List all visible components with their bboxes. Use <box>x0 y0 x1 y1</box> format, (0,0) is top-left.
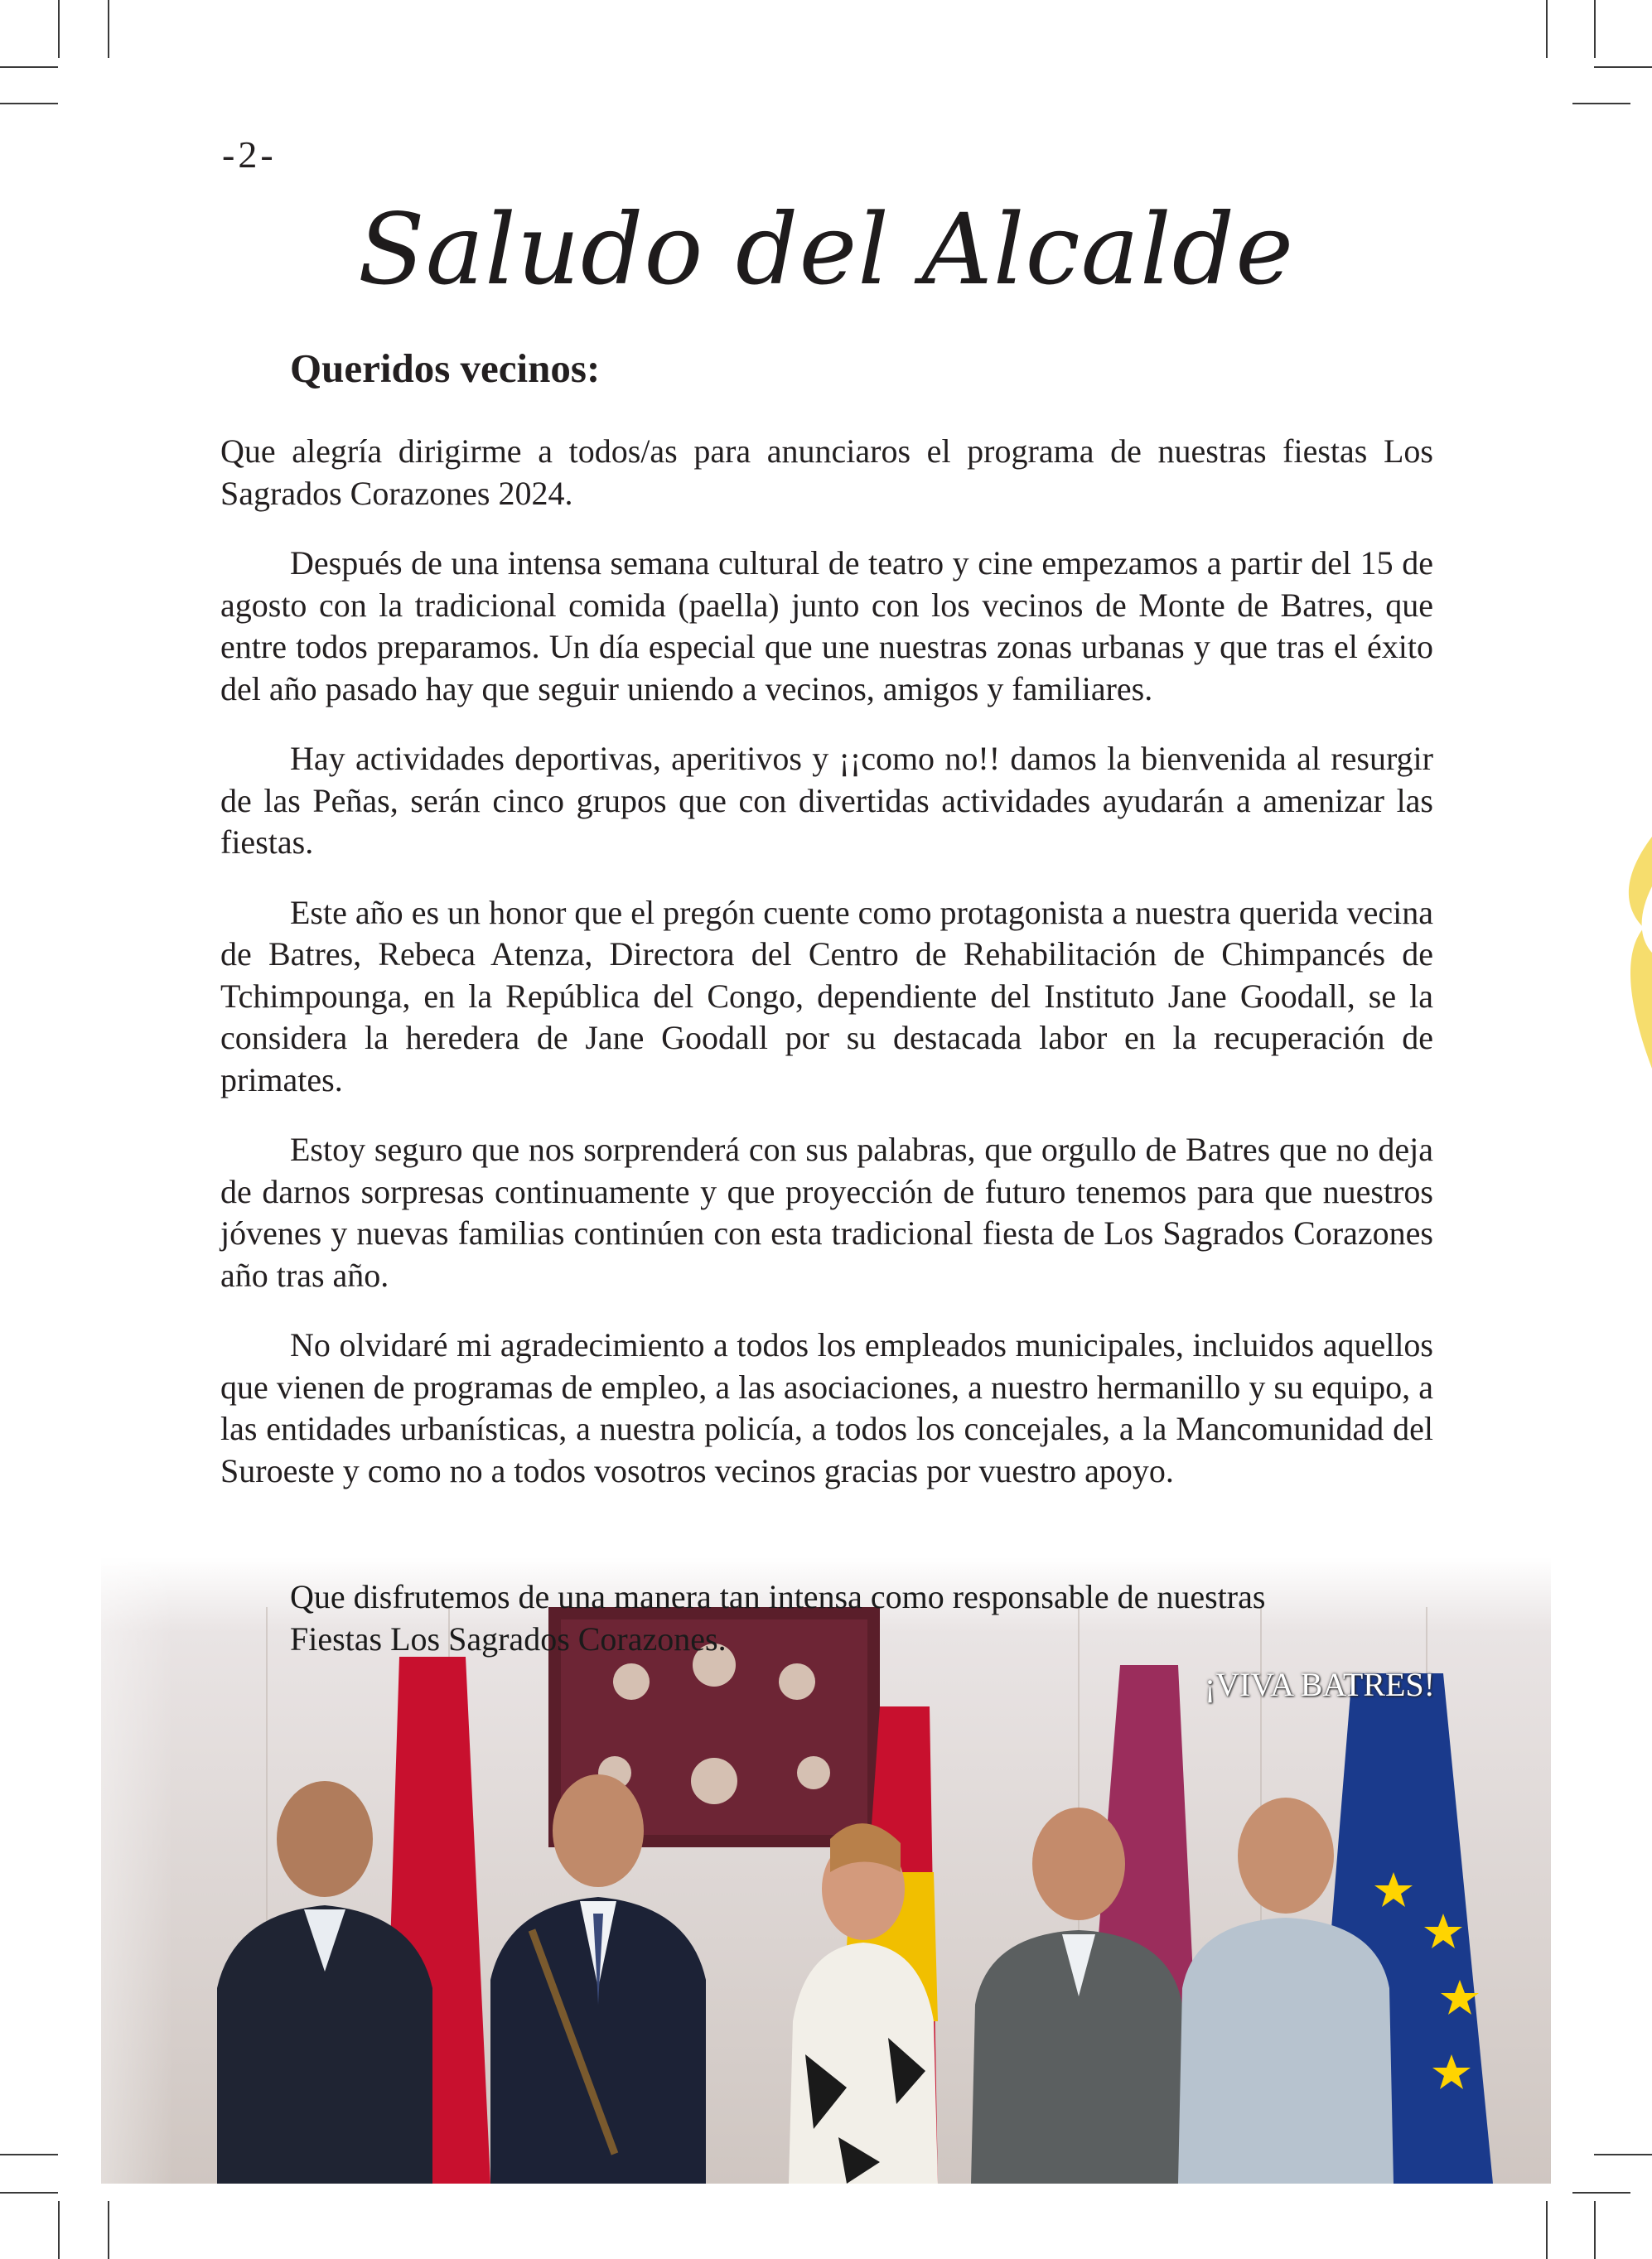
salutation: Queridos vecinos: <box>290 345 601 391</box>
crop-mark <box>0 103 58 104</box>
crop-mark <box>0 2192 58 2194</box>
crop-mark <box>108 2201 109 2259</box>
crop-mark <box>1594 2154 1652 2155</box>
paragraph: Estoy seguro que nos sorprenderá con sus palabras, que orgullo de Batres que no deja de darnos sorpresas continuamente y que proyección de futuro tenemos para que nuestros jóvenes y nuevas familias continúen con esta tradicional fiesta de Los Sagrados Corazones año tras año. <box>220 1131 1433 1294</box>
closing-line: Fiestas Los Sagrados Corazones. <box>290 1619 727 1658</box>
crop-mark <box>58 2201 60 2259</box>
paragraph: Este año es un honor que el pregón cuente como protagonista a nuestra querida vecina de Batres, Rebeca Atenza, Directora del Centro de Rehabilitación de Chimpancés de Tchimpounga, en la República del Congo, dependiente del Instituto Jane Goodall, se la considera la heredera de Jane Goodall por su destacada labor en la recuperación de primates. <box>220 893 1433 1098</box>
paragraph: Hay actividades deportivas, aperitivos y ¡¡como no!! damos la bienvenida al resurgir de las Peñas, serán cinco grupos que con divertidas actividades ayudarán a amenizar las fiestas. <box>220 740 1433 861</box>
crop-mark <box>108 0 109 58</box>
closing-line: Que disfrutemos de una manera tan intensa como responsable de nuestras <box>290 1578 1266 1615</box>
paragraph: No olvidaré mi agradecimiento a todos los empleados municipales, incluidos aquellos que vienen de programas de empleo, a las asociaciones, a nuestro hermanillo y su equipo, a las entidades urbanísticas, a nuestra policía, a todos los concejales, a la Mancomunidad del Suroeste y como no a todos vosotros vecinos gracias por vuestro apoyo. <box>220 1326 1433 1489</box>
crop-mark <box>1572 103 1630 104</box>
crop-mark <box>58 0 60 58</box>
crop-mark <box>0 2154 58 2155</box>
crop-mark <box>1594 66 1652 68</box>
crop-mark <box>1594 2201 1596 2259</box>
crop-mark <box>0 66 58 68</box>
closing-text <box>220 1576 1433 1660</box>
crop-mark <box>1546 2201 1548 2259</box>
paragraph: Que alegría dirigirme a todos/as para anunciaros el programa de nuestras fiestas Los Sagrados Corazones 2024. <box>220 432 1433 512</box>
crop-mark <box>1546 0 1548 58</box>
paragraph: Después de una intensa semana cultural de teatro y cine empezamos a partir del 15 de agosto con la tradicional comida (paella) junto con los vecinos de Monte de Batres, que entre todos preparamos. Un día especial que une nuestras zonas urbanas y que tras el éxito del año pasado hay que seguir uniendo a vecinos, amigos y familiares. <box>220 544 1433 707</box>
crop-mark <box>1572 2192 1630 2194</box>
viva-batres: ¡VIVA BATRES! <box>1204 1666 1435 1703</box>
decorative-swirl <box>1619 837 1652 1069</box>
page-number: -2- <box>222 133 277 176</box>
page-title: Saludo del Alcalde <box>357 192 1295 307</box>
letter-body <box>220 431 1433 1520</box>
crop-mark <box>1594 0 1596 58</box>
